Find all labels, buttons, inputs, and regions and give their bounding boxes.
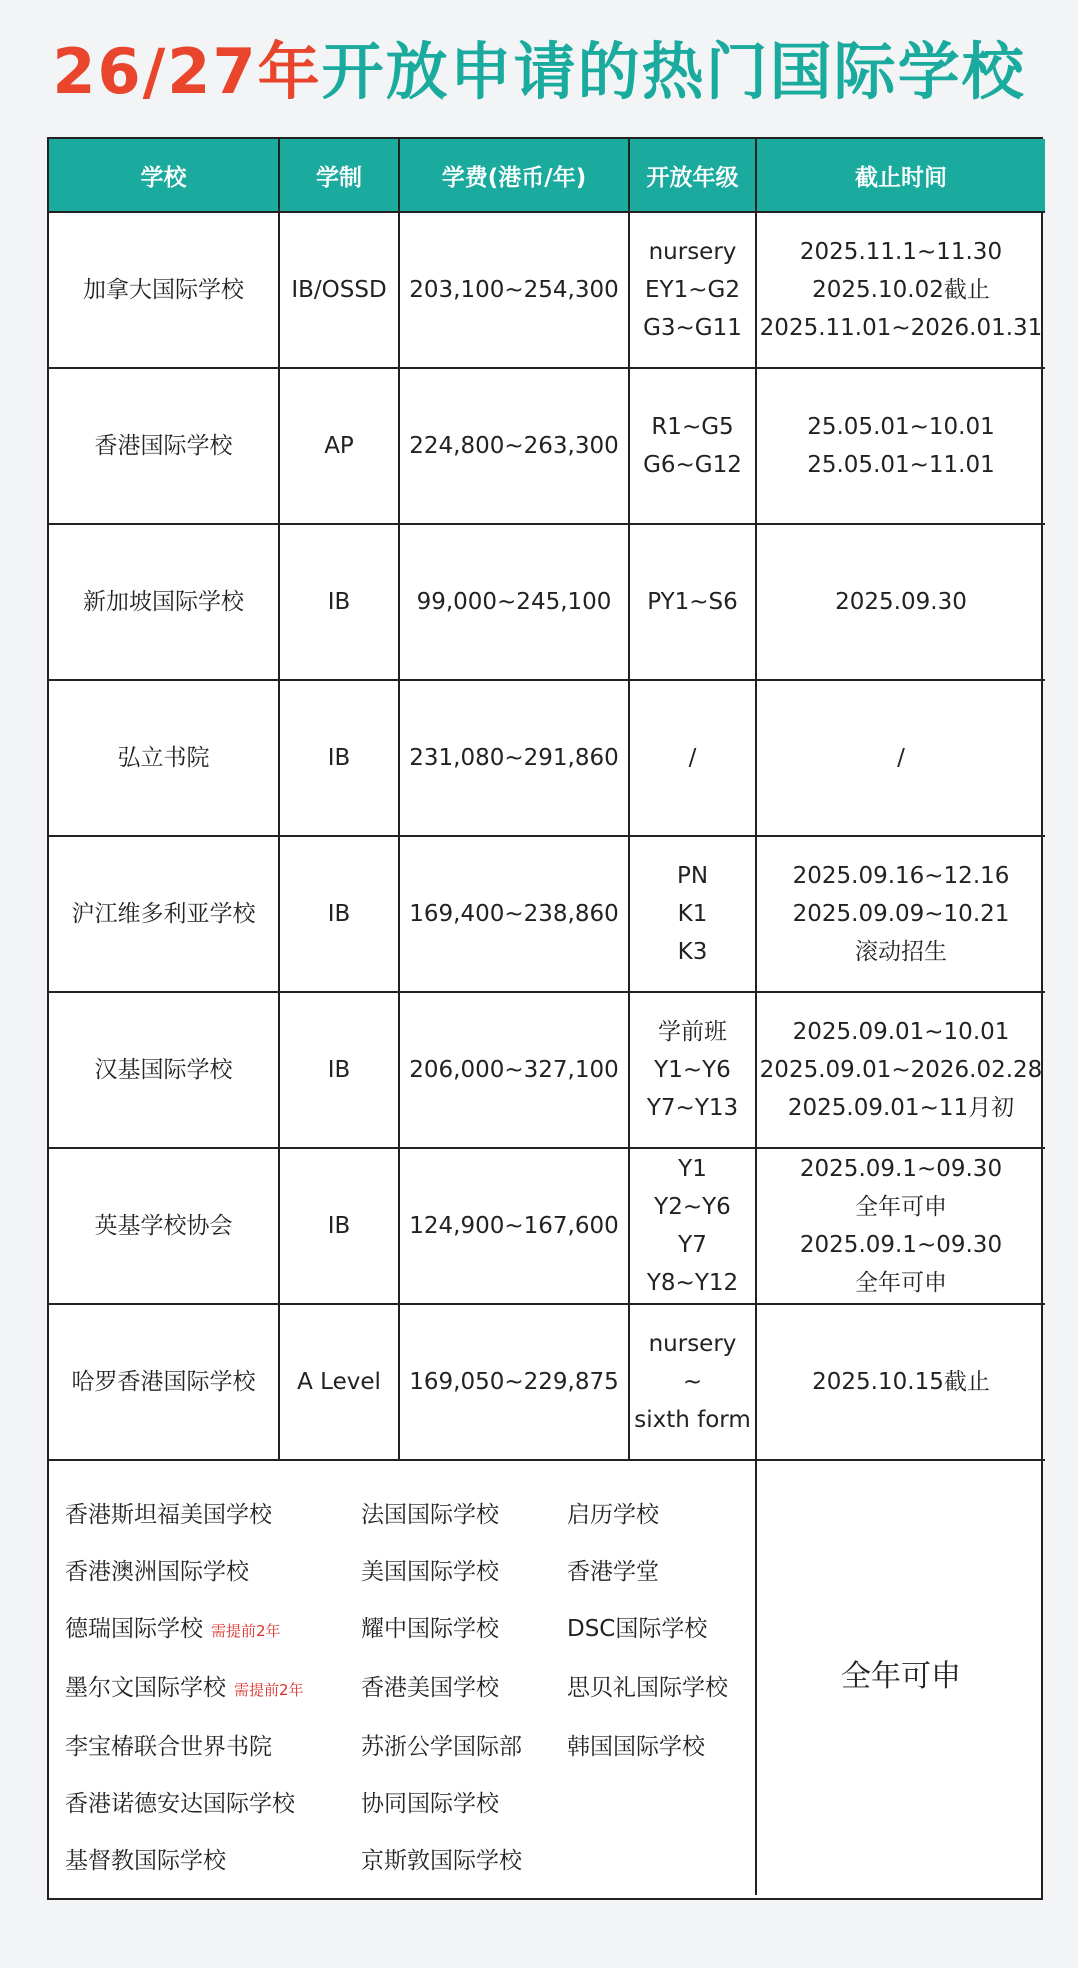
deadline (756, 992, 1045, 1148)
grade-line: Y2~Y6 (654, 1194, 731, 1220)
open-grades (629, 1148, 756, 1304)
deadline (756, 680, 1045, 836)
other-school-item (567, 1786, 757, 1822)
school-name: 英基学校协会 (49, 1148, 279, 1304)
grade-line: nursery (648, 239, 737, 265)
other-school-item (65, 1843, 361, 1879)
other-school-name: 香港诺德安达国际学校 (65, 1791, 295, 1817)
grade-line: Y1~Y6 (654, 1057, 731, 1083)
page-title (0, 22, 1078, 111)
grade-line: G6~G12 (643, 452, 742, 478)
grade-line: K1 (677, 901, 708, 927)
other-schools-row (49, 1460, 1045, 1895)
other-school-item (65, 1611, 361, 1649)
grade-line: Y7 (678, 1232, 707, 1258)
advance-note: 需提前2年 (211, 1622, 281, 1640)
tuition-fee: 231,080~291,860 (399, 680, 629, 836)
other-school-name: 基督教国际学校 (65, 1848, 226, 1874)
school-name: 香港国际学校 (49, 368, 279, 524)
deadline-line: 2025.11.01~2026.01.31 (759, 315, 1043, 341)
deadline-line: 2025.09.01~2026.02.28 (759, 1057, 1043, 1083)
curriculum: IB/OSSD (279, 212, 399, 368)
curriculum: IB (279, 680, 399, 836)
other-school-item: 协同国际学校 (361, 1791, 499, 1817)
deadline (756, 1148, 1045, 1304)
advance-note: 需提前2年 (234, 1681, 304, 1699)
header-deadline: 截止时间 (756, 139, 1045, 212)
other-school-item (65, 1786, 361, 1822)
header-school: 学校 (49, 139, 279, 212)
title-accent: 26/27年 (52, 35, 322, 108)
other-schools-cell (49, 1460, 756, 1895)
title-main: 开放申请的热门国际学校 (321, 35, 1026, 108)
other-school-item (65, 1554, 361, 1590)
grade-line: PN (676, 863, 709, 889)
open-grades (629, 524, 756, 680)
deadline-line: 2025.11.1~11.30 (799, 239, 1003, 265)
deadline-line: 全年可申 (855, 1194, 947, 1220)
grade-line: R1~G5 (651, 414, 734, 440)
curriculum: A Level (279, 1304, 399, 1460)
open-grades (629, 680, 756, 836)
grade-line: Y7~Y13 (646, 1095, 739, 1121)
other-school-name: 李宝椿联合世界书院 (65, 1734, 272, 1760)
school-name: 弘立书院 (49, 680, 279, 836)
tuition-fee: 206,000~327,100 (399, 992, 629, 1148)
grade-line: K3 (677, 939, 708, 965)
grade-line: G3~G11 (643, 315, 742, 341)
open-grades (629, 836, 756, 992)
tuition-fee: 224,800~263,300 (399, 368, 629, 524)
grade-line: nursery (648, 1331, 737, 1357)
grade-line: Y8~Y12 (646, 1270, 739, 1296)
grade-line: Y1 (678, 1156, 707, 1182)
schools-table (47, 137, 1043, 1900)
grade-line: EY1~G2 (645, 277, 740, 303)
deadline-line: 2025.09.09~10.21 (792, 901, 1010, 927)
deadline-line: 滚动招生 (855, 939, 947, 965)
other-school-item: 香港学堂 (567, 1559, 659, 1585)
curriculum: IB (279, 836, 399, 992)
other-school-name: 墨尔文国际学校 (65, 1675, 226, 1701)
school-name: 新加坡国际学校 (49, 524, 279, 680)
deadline-line: 全年可申 (855, 1270, 947, 1296)
header-fee: 学费(港币/年) (399, 139, 629, 212)
school-name: 哈罗香港国际学校 (49, 1304, 279, 1460)
tuition-fee: 124,900~167,600 (399, 1148, 629, 1304)
table-row (49, 680, 1045, 836)
deadline-line: 2025.09.16~12.16 (792, 863, 1010, 889)
other-school-item: 法国国际学校 (361, 1502, 499, 1528)
deadline-line: 2025.09.1~09.30 (799, 1156, 1003, 1182)
deadline-line: 2025.09.1~09.30 (799, 1232, 1003, 1258)
other-school-name: 香港斯坦福美国学校 (65, 1502, 272, 1528)
deadline (756, 836, 1045, 992)
tuition-fee: 169,400~238,860 (399, 836, 629, 992)
deadline-line: 25.05.01~10.01 (807, 414, 995, 440)
grade-line: PY1~S6 (647, 589, 738, 615)
other-school-item: DSC国际学校 (567, 1616, 708, 1642)
curriculum: IB (279, 1148, 399, 1304)
other-school-item: 美国国际学校 (361, 1559, 499, 1585)
other-school-name: 德瑞国际学校 (65, 1616, 203, 1642)
deadline-line: 2025.09.01~10.01 (792, 1019, 1010, 1045)
other-school-item: 京斯敦国际学校 (361, 1848, 522, 1874)
curriculum: AP (279, 368, 399, 524)
grade-line: 学前班 (658, 1019, 727, 1045)
other-school-item: 思贝礼国际学校 (567, 1675, 728, 1701)
school-name: 加拿大国际学校 (49, 212, 279, 368)
tuition-fee: 99,000~245,100 (399, 524, 629, 680)
open-grades (629, 212, 756, 368)
table-row (49, 212, 1045, 368)
other-school-name: 香港澳洲国际学校 (65, 1559, 249, 1585)
school-name: 沪江维多利亚学校 (49, 836, 279, 992)
open-grades (629, 1304, 756, 1460)
deadline-line: 2025.10.02截止 (812, 277, 990, 303)
other-school-item (65, 1729, 361, 1765)
header-system: 学制 (279, 139, 399, 212)
grade-line: ~ (682, 1369, 703, 1395)
deadline-line: 25.05.01~11.01 (807, 452, 995, 478)
deadline (756, 1304, 1045, 1460)
other-school-item (65, 1670, 361, 1708)
deadline-line: 2025.09.30 (835, 589, 967, 615)
table-row (49, 836, 1045, 992)
table-header-row (49, 139, 1045, 212)
table-row (49, 368, 1045, 524)
deadline-line: / (897, 745, 905, 771)
table-row (49, 1304, 1045, 1460)
table-row (49, 524, 1045, 680)
other-school-item: 香港美国学校 (361, 1675, 499, 1701)
open-grades (629, 992, 756, 1148)
deadline (756, 368, 1045, 524)
other-school-item (65, 1497, 361, 1533)
deadline-line: 2025.10.15截止 (812, 1369, 990, 1395)
other-school-item: 耀中国际学校 (361, 1616, 499, 1642)
other-school-item (567, 1843, 757, 1879)
grade-line: sixth form (634, 1407, 751, 1433)
curriculum: IB (279, 992, 399, 1148)
deadline (756, 524, 1045, 680)
other-school-item: 苏浙公学国际部 (361, 1734, 522, 1760)
open-grades (629, 368, 756, 524)
other-schools-deadline (756, 1460, 1045, 1895)
deadline-line: 2025.09.01~11月初 (787, 1095, 1015, 1121)
other-school-item: 启历学校 (567, 1502, 659, 1528)
school-name: 汉基国际学校 (49, 992, 279, 1148)
tuition-fee: 169,050~229,875 (399, 1304, 629, 1460)
table-row (49, 992, 1045, 1148)
curriculum: IB (279, 524, 399, 680)
header-grades: 开放年级 (629, 139, 756, 212)
other-schools-grid (49, 1461, 755, 1895)
deadline (756, 212, 1045, 368)
all-year-label: 全年可申 (841, 1659, 961, 1694)
grade-line: / (688, 745, 697, 771)
other-school-item: 韩国国际学校 (567, 1734, 705, 1760)
table-row (49, 1148, 1045, 1304)
tuition-fee: 203,100~254,300 (399, 212, 629, 368)
